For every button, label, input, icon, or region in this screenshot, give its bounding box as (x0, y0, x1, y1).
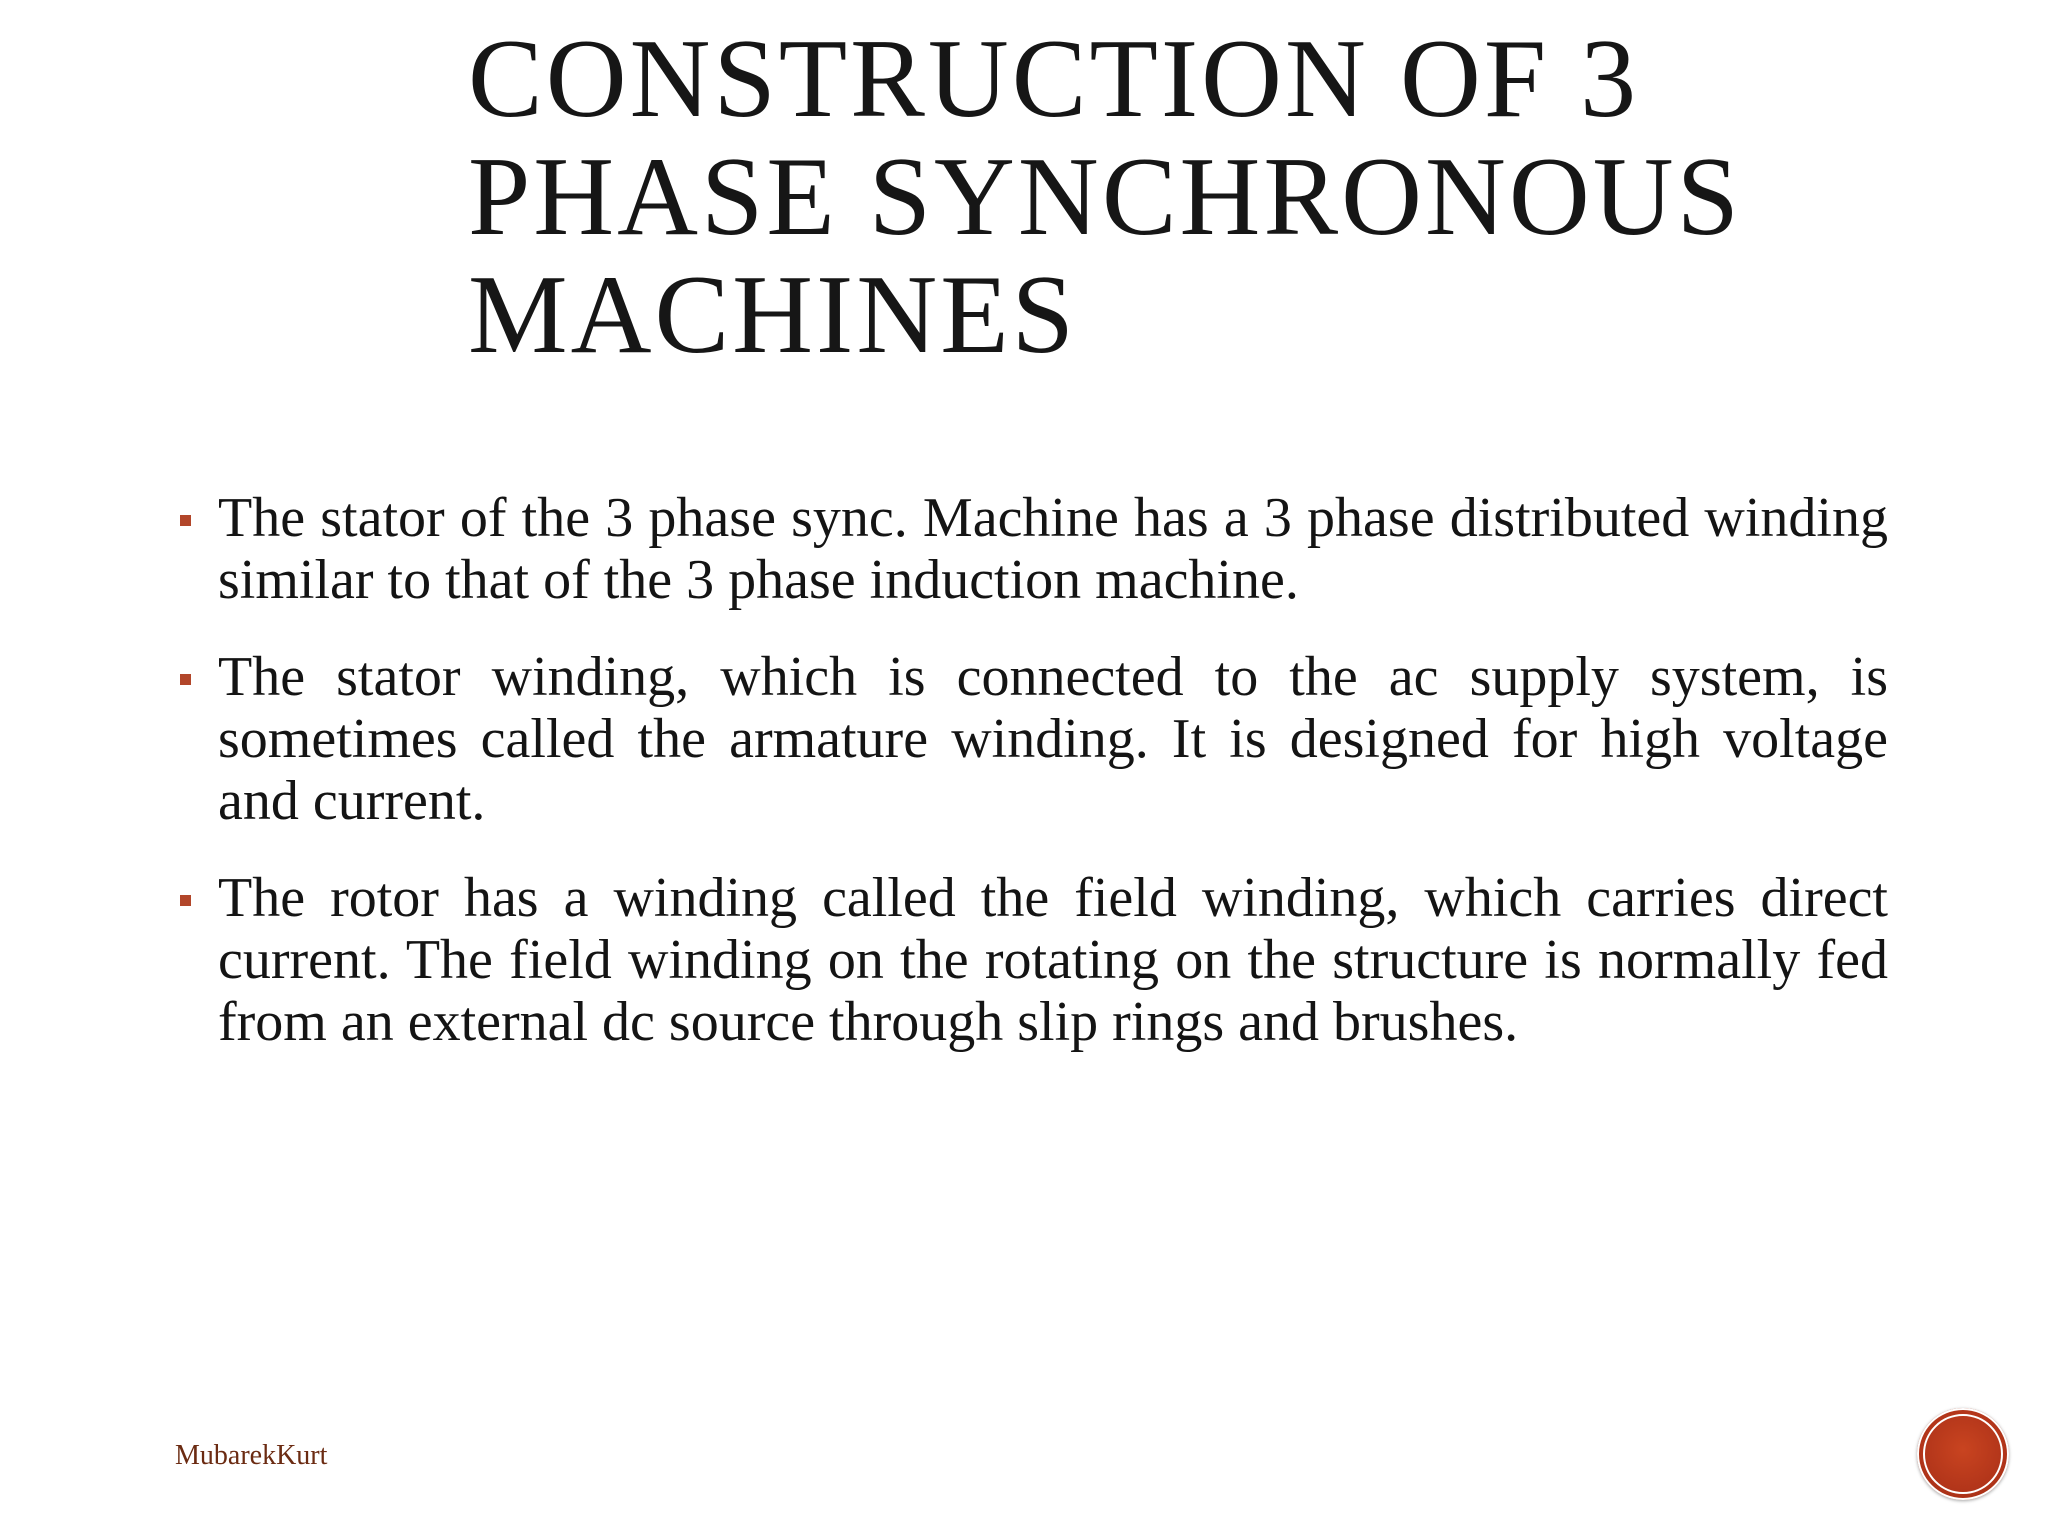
bullet-item (178, 487, 1888, 611)
bullet-text: The rotor has a winding called the field winding, which carries direct current. The field winding on the rotating on the structure is normally fed from an external dc source through slip rings and brushes. (218, 867, 1888, 1053)
slide-title (468, 17, 1868, 377)
slide-title-line: MACHINES (468, 253, 1077, 377)
bullet-text: The stator winding, which is connected to the ac supply system, is sometimes called the armature winding. It is designed for high voltage and current. (218, 646, 1888, 832)
bullet-square-icon (180, 674, 191, 685)
bullet-item (178, 646, 1888, 832)
bullet-text: The stator of the 3 phase sync. Machine has a 3 phase distributed winding similar to that of the 3 phase induction machine. (218, 487, 1888, 611)
slide-title-line: PHASE SYNCHRONOUS (468, 135, 1742, 259)
circle-button-icon[interactable] (1917, 1408, 2009, 1500)
bullet-item (178, 867, 1888, 1053)
bullet-list (178, 487, 1888, 1088)
bullet-square-icon (180, 895, 191, 906)
bullet-square-icon (180, 515, 191, 526)
circle-button-ring (1923, 1414, 2003, 1494)
footer-author: MubarekKurt (175, 1440, 328, 1471)
slide-title-line: CONSTRUCTION OF 3 (468, 17, 1640, 141)
